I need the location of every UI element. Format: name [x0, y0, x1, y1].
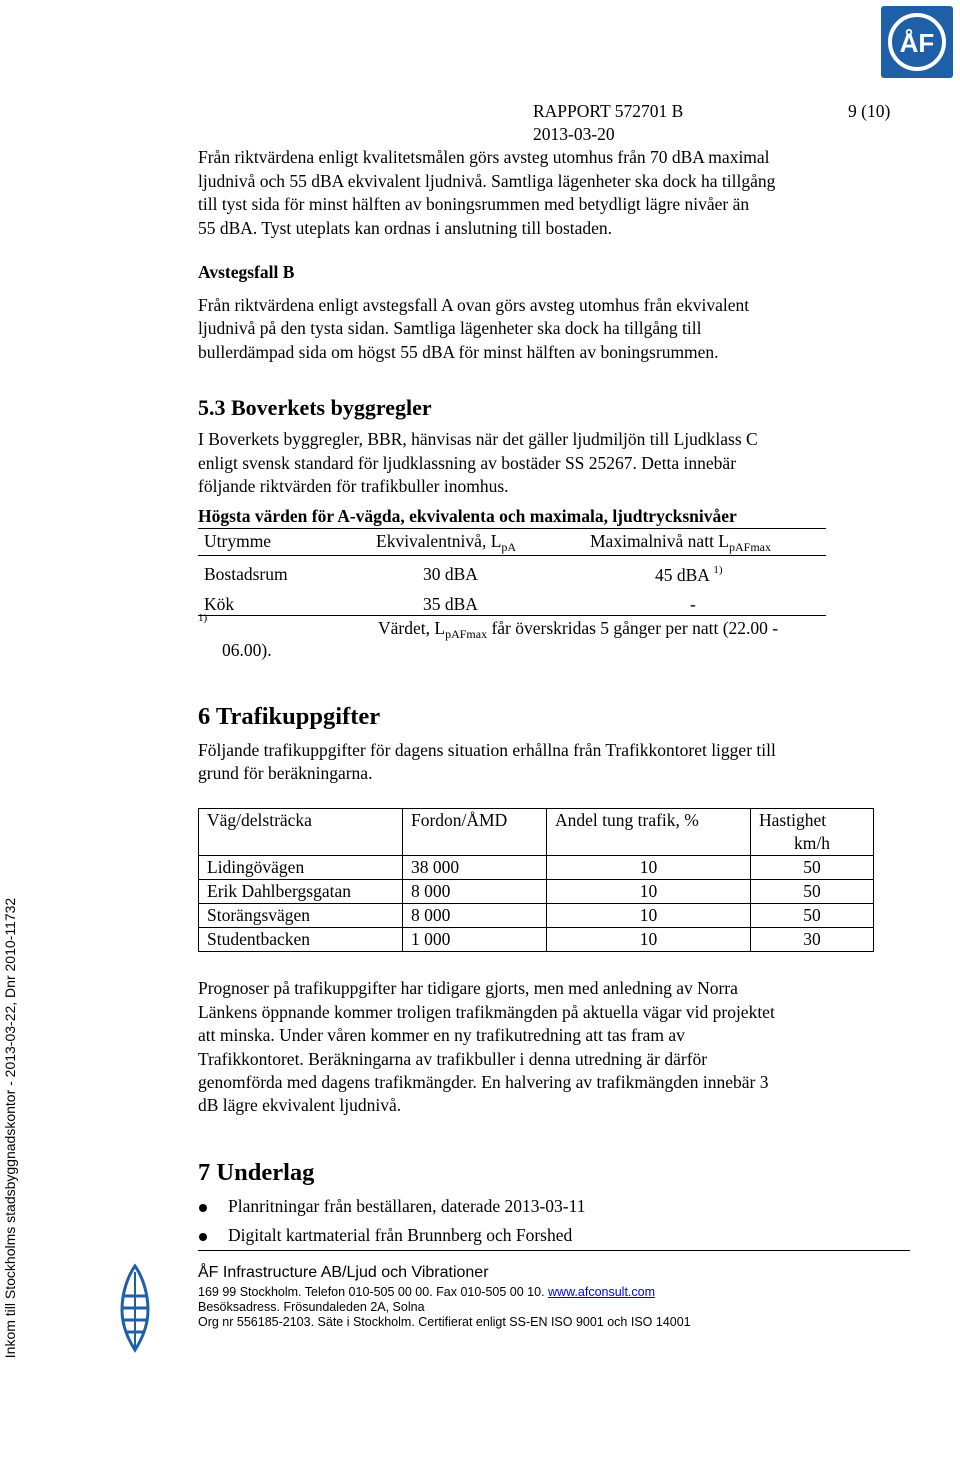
- bullet-icon: [199, 1233, 207, 1241]
- sec53-line: enligt svensk standard för ljudklassning av bostäder SS 25267. Detta innebär: [198, 453, 737, 473]
- sec6-after-line: Länkens öppnande kommer troligen trafikmängden på aktuella vägar vid projektet: [198, 1002, 775, 1022]
- sec6-intro-line: Följande trafikuppgifter för dagens situation erhållna från Trafikkontoret ligger till: [198, 740, 776, 760]
- avsteg-b-line: Från riktvärdena enligt avstegsfall A ovan görs avsteg utomhus från ekvivalent: [198, 295, 750, 315]
- noise-table-title: Högsta värden för A-vägda, ekvivalenta och maximala, ljudtrycksnivåer: [198, 506, 737, 526]
- cell-amd: 38 000: [403, 856, 547, 880]
- sec6-after-line: Prognoser på trafikuppgifter har tidigare gjorts, men med anledning av Norra: [198, 978, 738, 998]
- row-room: Bostadsrum: [204, 564, 288, 584]
- avsteg-b-line: ljudnivå på den tysta sidan. Samtliga lägenheter ska dock ha tillgång till: [198, 318, 702, 338]
- cell-heavy: 10: [547, 904, 751, 928]
- footer-rule: [198, 1250, 910, 1251]
- bullet-item: Planritningar från beställaren, daterade 2013-03-11: [228, 1196, 586, 1216]
- table-rule: [198, 615, 826, 616]
- cell-speed: 50: [751, 904, 874, 928]
- header-cell: Väg/delsträcka: [199, 809, 403, 856]
- cell-heavy: 10: [547, 928, 751, 952]
- header-cell: Andel tung trafik, %: [547, 809, 751, 856]
- svg-text:ÅF: ÅF: [899, 28, 935, 58]
- avsteg-b-line: bullerdämpad sida om högst 55 dBA för minst hälften av boningsrummen.: [198, 342, 719, 362]
- cell-road: Lidingövägen: [199, 856, 403, 880]
- table-header-row: [199, 809, 874, 856]
- footer-visit: Besöksadress. Frösundaleden 2A, Solna: [198, 1300, 425, 1314]
- cell-road: Storängsvägen: [199, 904, 403, 928]
- cell-amd: 1 000: [403, 928, 547, 952]
- para1-line: Från riktvärdena enligt kvalitetsmålen görs avsteg utomhus från 70 dBA maximal: [198, 147, 770, 167]
- sec6-after-line: dB lägre ekvivalent ljudnivå.: [198, 1095, 402, 1115]
- table-rule: [198, 555, 826, 556]
- footnote-mark: 1): [198, 612, 208, 624]
- table-row: [199, 904, 874, 928]
- header-cell: Hastighet km/h: [751, 809, 874, 856]
- af-logo: [881, 6, 953, 78]
- cell-speed: 30: [751, 928, 874, 952]
- table-row: [199, 928, 874, 952]
- footer-org: Org nr 556185-2103. Säte i Stockholm. Certifierat enligt SS-EN ISO 9001 och ISO 14001: [198, 1315, 691, 1329]
- sec6-intro-line: grund för beräkningarna.: [198, 763, 373, 783]
- para1-line: 55 dBA. Tyst uteplats kan ordnas i anslutning till bostaden.: [198, 218, 613, 238]
- row-eq: 30 dBA: [423, 564, 478, 584]
- traffic-table: [198, 808, 874, 952]
- inbound-stamp: Inkom till Stockholms stadsbyggnadskontor - 2013-03-22, Dnr 2010-11732: [2, 897, 18, 1359]
- avsteg-b-heading: Avstegsfall B: [198, 262, 295, 282]
- row-room: Kök: [204, 594, 235, 614]
- stockholm-city-logo-icon: [110, 1262, 160, 1354]
- footnote-text: Värdet, $L_{pAFmax}$ får överskridas 5 gånger per natt (22.00 -: [378, 618, 779, 641]
- cell-heavy: 10: [547, 880, 751, 904]
- row-eq: 35 dBA: [423, 594, 478, 614]
- table-rule: [198, 528, 826, 529]
- cell-heavy: 10: [547, 856, 751, 880]
- cell-speed: 50: [751, 856, 874, 880]
- col-header-room: Utrymme: [204, 531, 272, 551]
- bullet-item: Digitalt kartmaterial från Brunnberg och Forshed: [228, 1225, 573, 1245]
- table-row: [199, 880, 874, 904]
- footnote-text-cont: 06.00).: [222, 640, 272, 660]
- para1-line: ljudnivå och 55 dBA ekvivalent ljudnivå. Samtliga lägenheter ska dock ha tillgång: [198, 171, 776, 191]
- section-heading-5-3: 5.3 Boverkets byggregler: [198, 395, 432, 420]
- cell-amd: 8 000: [403, 880, 547, 904]
- sec53-line: I Boverkets byggregler, BBR, hänvisas när det gäller ljudmiljön till Ljudklass C: [198, 429, 758, 449]
- chapter-heading-6: 6 Trafikuppgifter: [198, 703, 381, 730]
- chapter-heading-7: 7 Underlag: [198, 1159, 315, 1186]
- sec6-after-line: att minska. Under våren kommer en ny trafikutredning att tas fram av: [198, 1025, 685, 1045]
- af-logo-graphic: [881, 6, 953, 78]
- cell-amd: 8 000: [403, 904, 547, 928]
- page-number: 9 (10): [848, 101, 891, 121]
- row-max: 45 dBA $^{1)}$: [655, 564, 723, 585]
- sec6-after-line: Trafikkontoret. Beräkningarna av trafikbuller i denna utredning är därför: [198, 1049, 708, 1069]
- header-cell: Fordon/ÅMD: [403, 809, 547, 856]
- cell-road: Erik Dahlbergsgatan: [199, 880, 403, 904]
- report-date: 2013-03-20: [533, 124, 615, 144]
- report-number: RAPPORT 572701 B: [533, 101, 684, 121]
- footer-url-link[interactable]: www.afconsult.com: [548, 1285, 656, 1299]
- col-header-eq: Ekvivalentnivå, $L_{pA}$: [376, 531, 517, 554]
- sec53-line: följande riktvärden för trafikbuller inomhus.: [198, 476, 509, 496]
- col-header-max: Maximalnivå natt $L_{pAFmax}$: [590, 531, 771, 554]
- row-max: -: [690, 594, 696, 614]
- footer-address: 169 99 Stockholm. Telefon 010-505 00 00. Fax 010-505 00 10. www.afconsult.com: [198, 1285, 656, 1299]
- cell-road: Studentbacken: [199, 928, 403, 952]
- footer-company: ÅF Infrastructure AB/Ljud och Vibrationer: [198, 1264, 489, 1281]
- para1-line: till tyst sida för minst hälften av boningsrummen med betydligt lägre nivåer än: [198, 194, 750, 214]
- cell-speed: 50: [751, 880, 874, 904]
- table-row: [199, 856, 874, 880]
- bullet-icon: [199, 1204, 207, 1212]
- sec6-after-line: genomförda med dagens trafikmängder. En halvering av trafikmängden innebär 3: [198, 1072, 769, 1092]
